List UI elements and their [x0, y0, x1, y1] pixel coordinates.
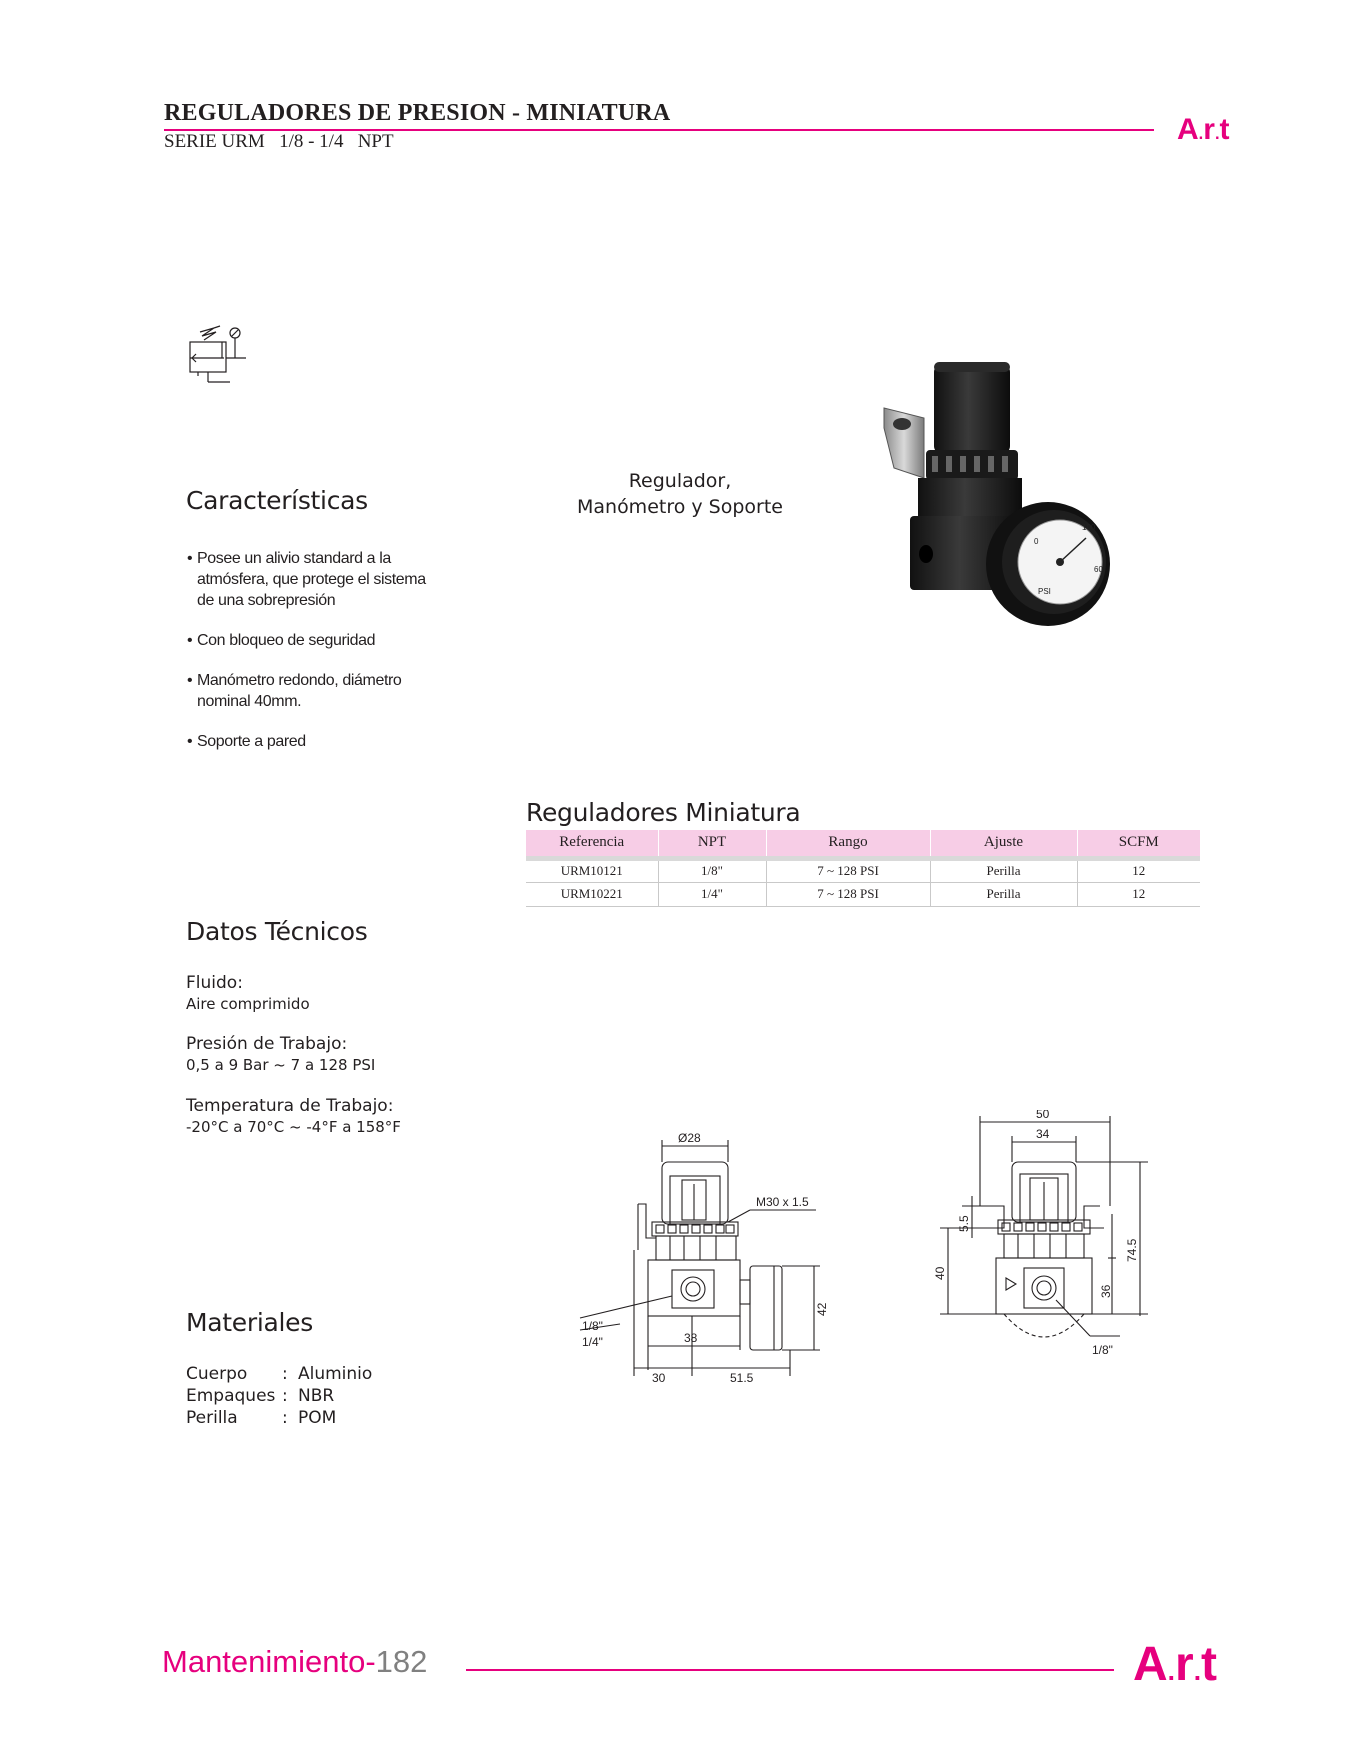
dimension-label: Ø28 — [678, 1131, 701, 1145]
svg-text:0: 0 — [1034, 537, 1039, 546]
svg-text:100: 100 — [1082, 523, 1096, 532]
column-header: SCFM — [1077, 830, 1200, 858]
table-cell: Perilla — [930, 858, 1077, 882]
product-caption: Regulador, Manómetro y Soporte — [576, 470, 783, 518]
table-cell: Perilla — [930, 882, 1077, 906]
column-header: Rango — [766, 830, 930, 858]
models-table — [526, 830, 1200, 907]
regulator-symbol-icon — [186, 324, 248, 390]
list-item: • Manómetro redondo, diámetro nominal 40mm. — [187, 670, 427, 712]
dimension-label: 50 — [1036, 1110, 1050, 1121]
dimension-label: 38 — [684, 1331, 698, 1345]
temperature-value: -20°C a 70°C ~ -4°F a 158°F — [186, 1118, 401, 1136]
column-header: NPT — [658, 830, 766, 858]
table-heading: Reguladores Miniatura — [526, 798, 801, 827]
dimension-label: 30 — [652, 1371, 666, 1385]
materials-heading: Materiales — [186, 1308, 313, 1337]
list-item: • Soporte a pared — [187, 731, 427, 752]
dimension-label: 34 — [1036, 1127, 1050, 1141]
dimension-label: 40 — [933, 1266, 947, 1280]
list-item: • Posee un alivio standard a la atmósfera, que protege el sistema de una sobrepresión — [187, 548, 427, 611]
table-cell: 7 ~ 128 PSI — [766, 858, 930, 882]
dimension-label: 36 — [1099, 1284, 1113, 1298]
svg-text:PSI: PSI — [1038, 587, 1051, 596]
table-cell: 1/8" — [658, 858, 766, 882]
dimension-label: 1/4" — [582, 1335, 603, 1349]
table-row — [526, 882, 1200, 906]
table-cell: URM10121 — [526, 858, 658, 882]
pressure-label: Presión de Trabajo: — [186, 1034, 348, 1054]
material-row: Cuerpo : Aluminio — [186, 1364, 373, 1384]
table-cell: 7 ~ 128 PSI — [766, 882, 930, 906]
svg-text:60: 60 — [1094, 565, 1103, 574]
table-cell: 12 — [1077, 882, 1200, 906]
brand-logo-footer: A.r.t — [1133, 1638, 1218, 1691]
dimension-label: 5.5 — [957, 1215, 971, 1232]
page-number: 182 — [375, 1644, 428, 1679]
features-heading: Características — [186, 486, 368, 515]
temperature-label: Temperatura de Trabajo: — [186, 1096, 394, 1116]
list-item: • Con bloqueo de seguridad — [187, 630, 427, 651]
dimension-label: 74.5 — [1125, 1238, 1139, 1262]
features-list — [187, 548, 427, 771]
footer-section-label: Mantenimiento-182 — [162, 1644, 428, 1679]
brand-logo: A.r.t — [1177, 113, 1230, 146]
page-subtitle: SERIE URM 1/8 - 1/4 NPT — [164, 131, 394, 152]
dimension-label: 42 — [815, 1302, 829, 1316]
table-cell: URM10221 — [526, 882, 658, 906]
fluid-label: Fluido: — [186, 973, 243, 993]
table-cell: 12 — [1077, 858, 1200, 882]
product-photo — [874, 358, 1124, 658]
fluid-value: Aire comprimido — [186, 995, 310, 1013]
technical-heading: Datos Técnicos — [186, 917, 368, 946]
dimension-label: 51.5 — [730, 1371, 754, 1385]
table-cell: 1/4" — [658, 882, 766, 906]
dimension-label: 1/8" — [1092, 1343, 1113, 1357]
column-header: Ajuste — [930, 830, 1077, 858]
material-row: Perilla : POM — [186, 1408, 337, 1428]
footer-divider — [466, 1669, 1114, 1671]
table-row — [526, 858, 1200, 882]
page-title: REGULADORES DE PRESION - MINIATURA — [164, 100, 671, 126]
pressure-value: 0,5 a 9 Bar ~ 7 a 128 PSI — [186, 1056, 376, 1074]
material-row: Empaques : NBR — [186, 1386, 335, 1406]
dimension-label: 1/8" — [582, 1319, 603, 1333]
column-header: Referencia — [526, 830, 658, 858]
dimension-label: M30 x 1.5 — [756, 1195, 809, 1209]
table-header-row — [526, 830, 1200, 858]
dimension-drawing — [560, 1110, 1160, 1400]
